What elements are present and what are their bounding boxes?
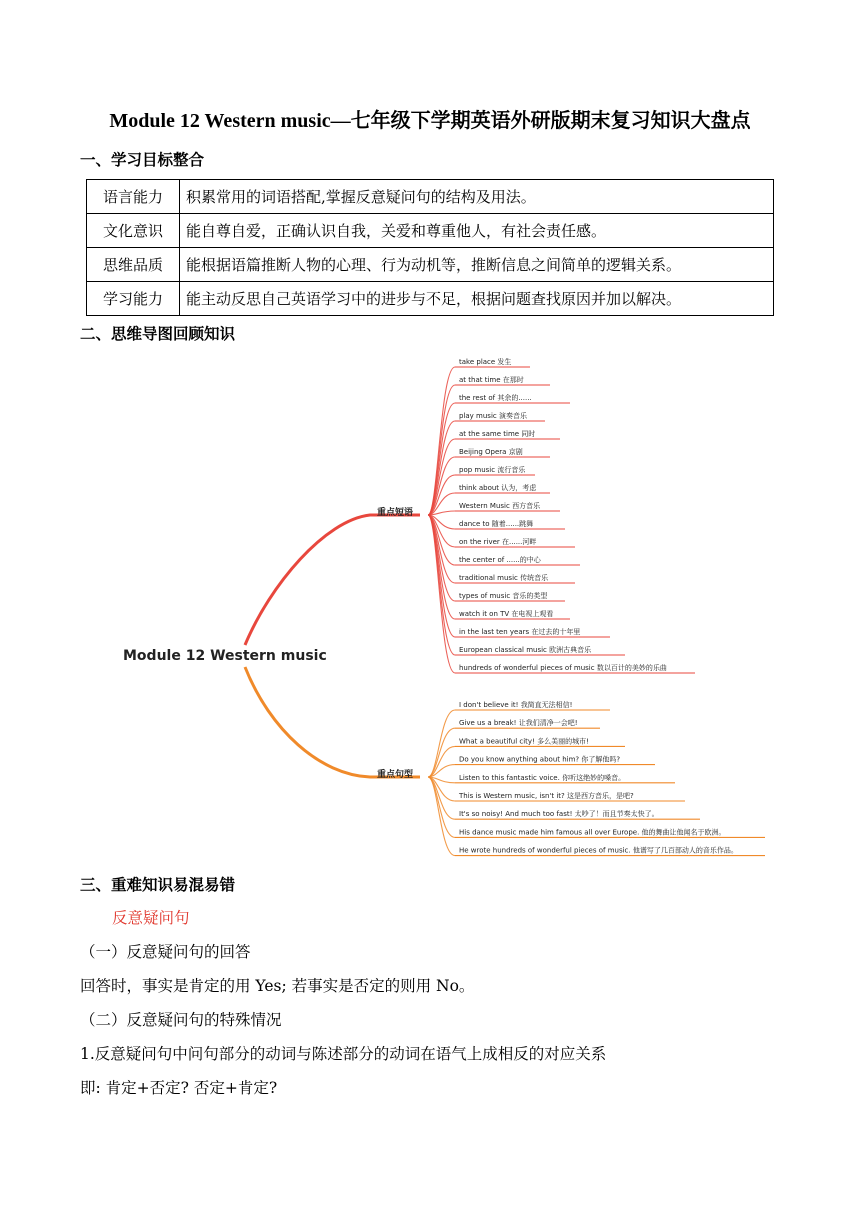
leaf-connector (428, 385, 455, 515)
table-cell-value: 能根据语篇推断人物的心理、行为动机等，推断信息之间简单的逻辑关系。 (180, 248, 774, 282)
leaf-label: Do you know anything about him? 你了解他吗? (459, 755, 621, 764)
table-cell-value: 积累常用的词语搭配,掌握反意疑问句的结构及用法。 (180, 180, 774, 214)
subheading-answers: （一）反意疑问句的回答 (80, 943, 251, 961)
leaf-label: dance to 随着......跳舞 (459, 520, 534, 528)
leaf-label: types of music 音乐的类型 (459, 592, 548, 600)
leaf-label: take place 发生 (459, 358, 512, 366)
table-row (87, 282, 774, 316)
leaf-label: It's so noisy! And much too fast! 太吵了！而且节奏太快了。 (459, 810, 659, 819)
leaf-label: at that time 在那时 (459, 376, 524, 384)
leaf-label: His dance music made him famous all over Europe. 他的舞曲让他闻名于欧洲。 (459, 828, 726, 837)
table-cell-key: 语言能力 (87, 180, 180, 214)
leaf-label: What a beautiful city! 多么美丽的城市! (459, 737, 589, 746)
table-row (87, 180, 774, 214)
page-title: Module 12 Western music—七年级下学期英语外研版期末复习知识大盘点 (109, 110, 751, 132)
leaf-label: He wrote hundreds of wonderful pieces of music. 他谱写了几百部动人的音乐作品。 (459, 846, 738, 855)
table-cell-value: 能主动反思自己英语学习中的进步与不足，根据问题查找原因并加以解决。 (180, 282, 774, 316)
table-cell-key: 文化意识 (87, 214, 180, 248)
table-row (87, 214, 774, 248)
section-heading-mindmap: 二、思维导图回顾知识 (80, 325, 236, 343)
paragraph: 1.反意疑问句中问句部分的动词与陈述部分的动词在语气上成相反的对应关系 (80, 1045, 607, 1063)
leaf-label: at the same time 同时 (459, 430, 536, 438)
leaf-label: the rest of 其余的...... (459, 394, 532, 402)
table-cell-key: 思维品质 (87, 248, 180, 282)
branch-label-phrases: 重点短语 (377, 508, 414, 518)
topic-title: 反意疑问句 (112, 909, 190, 927)
leaf-label: This is Western music, isn't it? 这是西方音乐，是吧? (459, 792, 634, 800)
mind-map (110, 355, 770, 860)
branch-label-sentences: 重点句型 (377, 770, 414, 780)
leaf-label: think about 认为，考虑 (459, 484, 537, 492)
leaf-label: the center of ......的中心 (459, 556, 541, 564)
leaf-label: traditional music 传统音乐 (459, 574, 549, 582)
leaf-label: in the last ten years 在过去的十年里 (459, 628, 581, 636)
leaf-label: Listen to this fantastic voice. 你听这绝妙的嗓音。 (459, 773, 626, 782)
table-cell-value: 能自尊自爱，正确认识自我，关爱和尊重他人，有社会责任感。 (180, 214, 774, 248)
leaf-label: pop music 流行音乐 (459, 466, 526, 474)
paragraph: 回答时，事实是肯定的用 Yes; 若事实是否定的则用 No。 (80, 977, 475, 995)
branch-connector-phrases (245, 515, 420, 645)
leaf-label: play music 演奏音乐 (459, 412, 527, 420)
leaf-label: European classical music 欧洲古典音乐 (459, 646, 592, 654)
leaf-label: Beijing Opera 京剧 (459, 448, 523, 456)
section-heading-goals: 一、学习目标整合 (80, 151, 205, 169)
subheading-special-cases: （二）反意疑问句的特殊情况 (80, 1011, 282, 1029)
table-row (87, 248, 774, 282)
goals-table (86, 179, 774, 316)
branch-connector-sentences (245, 667, 420, 777)
paragraph: 即: 肯定+否定? 否定+肯定? (80, 1079, 278, 1097)
mind-map-root: Module 12 Western music (123, 648, 327, 664)
leaf-label: hundreds of wonderful pieces of music 数以百计的美妙的乐曲 (459, 664, 667, 672)
leaf-label: on the river 在......河畔 (459, 538, 537, 546)
leaf-label: Give us a break! 让我们清净一会吧! (459, 719, 578, 728)
section-heading-difficulties: 三、重难知识易混易错 (80, 876, 236, 894)
leaf-label: watch it on TV 在电视上观看 (459, 610, 554, 618)
table-cell-key: 学习能力 (87, 282, 180, 316)
leaf-connector (428, 710, 455, 777)
leaf-label: Western Music 西方音乐 (459, 502, 541, 510)
leaf-label: I don't believe it! 我简直无法相信! (459, 701, 573, 709)
